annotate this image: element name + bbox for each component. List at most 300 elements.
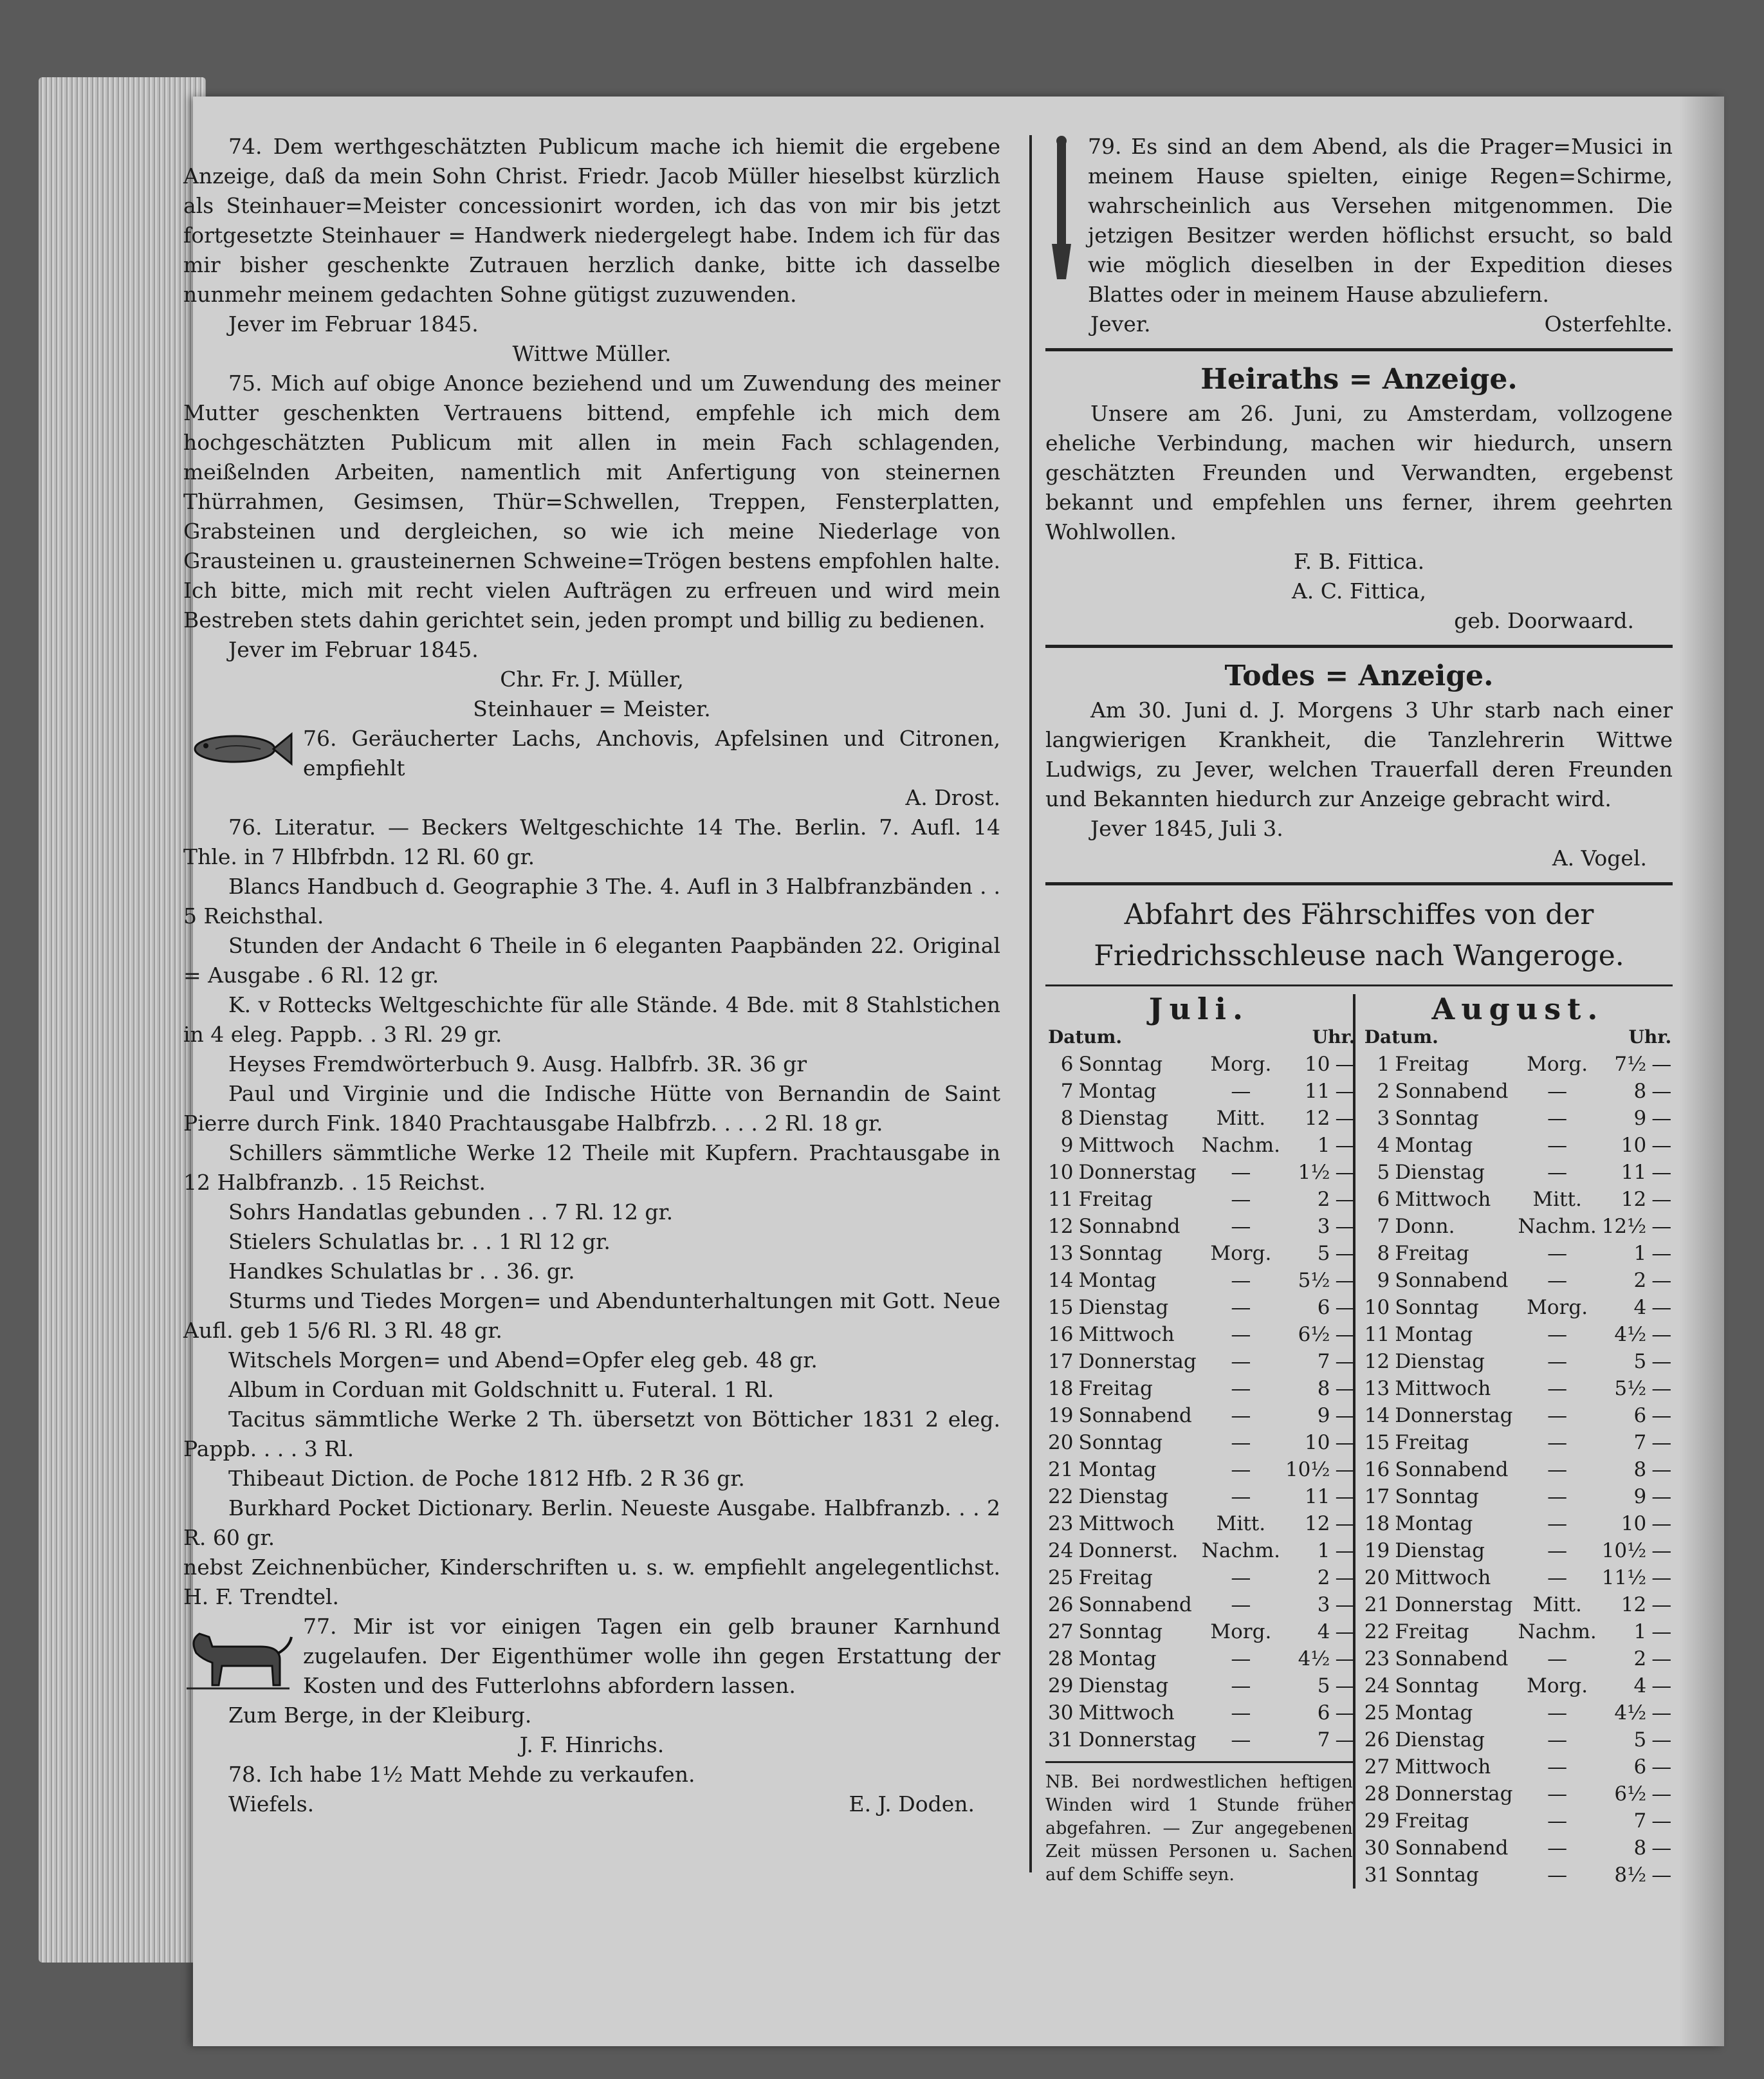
july-weekday: Donnerstag [1078, 1161, 1197, 1184]
july-period: — [1231, 1350, 1251, 1373]
august-weekday: Sonntag [1395, 1863, 1479, 1887]
august-weekday: Montag [1395, 1701, 1473, 1724]
july-weekday: Sonntag [1078, 1242, 1163, 1265]
august-weekday: Freitag [1395, 1809, 1469, 1833]
august-row [1362, 1348, 1674, 1375]
literature-line: K. v Rottecks Weltgeschichte für alle Stände. 4 Bde. mit 8 Stahlstichen in 4 eleg. Pappb. . 3 Rl. 29 gr. [183, 992, 1000, 1047]
july-period: — [1231, 1728, 1251, 1751]
marriage-sign1: F. B. Fittica. [1293, 549, 1425, 574]
july-hour: 4½ [1298, 1647, 1330, 1670]
august-hour: 5½ [1614, 1377, 1647, 1400]
ad-74 [183, 132, 1000, 369]
july-dash: — [1335, 1134, 1355, 1157]
august-dash: — [1651, 1404, 1672, 1427]
august-day: 1 [1377, 1053, 1390, 1076]
july-dash: — [1335, 1296, 1355, 1319]
july-col-uhr: Uhr. [1312, 1026, 1355, 1048]
august-hour: 4½ [1614, 1701, 1647, 1724]
ad-76a-sign: A. Drost. [905, 785, 1000, 810]
august-day: 22 [1364, 1620, 1390, 1643]
august-hour: 9 [1633, 1485, 1647, 1508]
july-row [1045, 1456, 1357, 1483]
august-period: — [1547, 1863, 1568, 1887]
august-dash: — [1651, 1485, 1672, 1508]
august-dash: — [1651, 1242, 1672, 1265]
literature-line: Witschels Morgen= und Abend=Opfer eleg geb. 48 gr. [228, 1347, 818, 1372]
literature-line: Burkhard Pocket Dictionary. Berlin. Neueste Ausgabe. Halbfranzb. . . 2 R. 60 gr. [183, 1495, 1000, 1550]
july-dash: — [1335, 1188, 1355, 1211]
july-row [1045, 1159, 1357, 1186]
july-weekday: Donnerstag [1078, 1728, 1197, 1751]
july-hour: 9 [1317, 1404, 1330, 1427]
ad-74-sign: Wittwe Müller. [512, 341, 672, 366]
july-dash: — [1335, 1512, 1355, 1535]
august-row [1362, 1645, 1674, 1672]
july-row [1045, 1105, 1357, 1132]
august-row [1362, 1726, 1674, 1753]
death-text: Am 30. Juni d. J. Morgens 3 Uhr starb nach einer langwierigen Krankheit, die Tanzlehrerin Wittwe Ludwigs, zu Jever, welchen Trauerfall deren Freunden und Bekannten hiedurch zur Anzeige gebracht wird. [1045, 698, 1673, 811]
july-weekday: Sonntag [1078, 1431, 1163, 1454]
july-period: — [1231, 1377, 1251, 1400]
august-day: 8 [1377, 1242, 1390, 1265]
august-period: Mitt. [1532, 1593, 1582, 1616]
july-dash: — [1335, 1242, 1355, 1265]
august-dash: — [1651, 1431, 1672, 1454]
july-period: — [1231, 1647, 1251, 1670]
august-hour: 9 [1633, 1107, 1647, 1130]
august-period: — [1547, 1269, 1568, 1292]
ad-78-footer [183, 1789, 1000, 1819]
ad-77 [183, 1612, 1000, 1760]
july-row [1045, 1267, 1357, 1294]
july-row [1045, 1591, 1357, 1618]
august-dash: — [1651, 1728, 1672, 1751]
july-dash: — [1335, 1215, 1355, 1238]
fish-icon [183, 726, 293, 779]
july-period: — [1231, 1161, 1251, 1184]
august-hour: 7½ [1614, 1053, 1647, 1076]
july-period: — [1231, 1485, 1251, 1508]
july-row [1045, 1240, 1357, 1267]
ad-75-place: Jever im Februar 1845. [228, 637, 479, 662]
august-hour: 10 [1621, 1134, 1647, 1157]
july-day: 23 [1048, 1512, 1074, 1535]
ferry-note: NB. Bei nordwestlichen heftigen Winden wird 1 Stunde früher abgefahren. — Zur angegebenen Zeit müssen Personen u. Sachen auf dem Schiffe seyn. [1045, 1772, 1353, 1885]
july-day: 17 [1048, 1350, 1074, 1373]
ad-78-sign: E. J. Doden. [849, 1791, 975, 1816]
july-weekday: Montag [1078, 1269, 1157, 1292]
august-hour: 8 [1633, 1080, 1647, 1103]
ad-79-text: 79. Es sind an dem Abend, als die Prager=Musici in meinem Hause spielten, einige Regen=Schirme, wahrscheinlich aus Versehen mitgenommen. Die jetzigen Besitzer werden höflichst ersucht, so bald wie möglich dieselben in der Expedition dieses Blattes oder in meinem Hause abzuliefern. [1088, 134, 1673, 307]
july-dash: — [1335, 1431, 1355, 1454]
august-hour: 12 [1621, 1188, 1647, 1211]
august-dash: — [1651, 1512, 1672, 1535]
july-weekday: Montag [1078, 1458, 1157, 1481]
marriage-sign3: geb. Doorwaard. [1454, 608, 1634, 633]
july-day: 27 [1048, 1620, 1074, 1643]
july-weekday: Mittwoch [1078, 1323, 1175, 1346]
july-weekday: Freitag [1078, 1566, 1153, 1589]
right-column [1045, 132, 1673, 1889]
august-hour: 11 [1621, 1161, 1647, 1184]
august-row [1362, 1591, 1674, 1618]
august-period: — [1547, 1566, 1568, 1589]
august-hour: 4 [1633, 1296, 1647, 1319]
august-day: 26 [1364, 1728, 1390, 1751]
july-day: 16 [1048, 1323, 1074, 1346]
literature-line: nebst Zeichnenbücher, Kinderschriften u. s. w. empfiehlt angelegentlichst. H. F. Trendtel. [183, 1555, 1000, 1609]
july-period: — [1231, 1296, 1251, 1319]
august-row [1362, 1105, 1674, 1132]
july-dash: — [1335, 1620, 1355, 1643]
july-day: 21 [1048, 1458, 1074, 1481]
august-dash: — [1651, 1755, 1672, 1779]
july-dash: — [1335, 1269, 1355, 1292]
july-day: 7 [1060, 1080, 1074, 1103]
august-dash: — [1651, 1539, 1672, 1562]
july-block [1045, 994, 1355, 1889]
august-day: 17 [1364, 1485, 1390, 1508]
july-row [1045, 1645, 1357, 1672]
july-hour: 11 [1305, 1080, 1330, 1103]
august-row [1362, 1294, 1674, 1321]
august-period: — [1547, 1323, 1568, 1346]
august-hour: 10 [1621, 1512, 1647, 1535]
july-hour: 11 [1305, 1485, 1330, 1508]
july-row [1045, 1618, 1357, 1645]
august-row [1362, 1699, 1674, 1726]
july-period: Morg. [1210, 1242, 1272, 1265]
august-weekday: Donnerstag [1395, 1404, 1513, 1427]
august-block [1355, 994, 1674, 1889]
august-col-uhr: Uhr. [1628, 1026, 1672, 1048]
page-gutter-shadow [1679, 97, 1724, 2046]
august-weekday: Dienstag [1395, 1539, 1485, 1562]
july-dash: — [1335, 1539, 1355, 1562]
july-hour: 5½ [1298, 1269, 1330, 1292]
july-weekday: Freitag [1078, 1188, 1153, 1211]
literature-line: Album in Corduan mit Goldschnitt u. Futeral. 1 Rl. [228, 1377, 775, 1402]
august-row [1362, 1267, 1674, 1294]
july-hour: 5 [1317, 1674, 1330, 1697]
august-row [1362, 1078, 1674, 1105]
july-period: — [1231, 1269, 1251, 1292]
august-hour: 2 [1633, 1647, 1647, 1670]
august-day: 10 [1364, 1296, 1390, 1319]
july-row [1045, 1672, 1357, 1699]
august-dash: — [1651, 1782, 1672, 1806]
august-row [1362, 1456, 1674, 1483]
july-dash: — [1335, 1053, 1355, 1076]
august-dash: — [1651, 1809, 1672, 1833]
july-row [1045, 1726, 1357, 1753]
ad-78 [183, 1760, 1000, 1819]
july-hour: 6 [1317, 1296, 1330, 1319]
august-day: 18 [1364, 1512, 1390, 1535]
death-sign: A. Vogel. [1552, 845, 1647, 871]
july-day: 8 [1060, 1107, 1074, 1130]
july-hour: 6½ [1298, 1323, 1330, 1346]
literature-line: Sohrs Handatlas gebunden . . 7 Rl. 12 gr. [228, 1199, 674, 1224]
july-dash: — [1335, 1458, 1355, 1481]
literature-line: Blancs Handbuch d. Geographie 3 The. 4. Aufl in 3 Halbfranzbänden . . 5 Reichsthal. [183, 874, 1000, 929]
august-period: — [1547, 1404, 1568, 1427]
july-dash: — [1335, 1593, 1355, 1616]
august-day: 7 [1377, 1215, 1390, 1238]
ad-78-text: 78. Ich habe 1½ Matt Mehde zu verkaufen. [228, 1762, 695, 1787]
august-hour: 12½ [1601, 1215, 1647, 1238]
august-weekday: Mittwoch [1395, 1566, 1491, 1589]
august-dash: — [1651, 1836, 1672, 1860]
august-table [1362, 1024, 1674, 1889]
july-row [1045, 1078, 1357, 1105]
august-period: — [1547, 1458, 1568, 1481]
divider [1045, 1761, 1353, 1763]
august-dash: — [1651, 1863, 1672, 1887]
august-period: — [1547, 1539, 1568, 1562]
august-hour: 12 [1621, 1593, 1647, 1616]
july-dash: — [1335, 1728, 1355, 1751]
july-day: 6 [1060, 1053, 1074, 1076]
dog-icon [183, 1614, 293, 1699]
august-weekday: Montag [1395, 1323, 1473, 1346]
august-day: 20 [1364, 1566, 1390, 1589]
august-weekday: Dienstag [1395, 1350, 1485, 1373]
july-day: 10 [1048, 1161, 1074, 1184]
august-day: 6 [1377, 1188, 1390, 1211]
ad-75-sign1: Chr. Fr. J. Müller, [500, 667, 684, 692]
july-period: — [1231, 1458, 1251, 1481]
july-dash: — [1335, 1107, 1355, 1130]
august-hour: 8 [1633, 1836, 1647, 1860]
august-weekday: Sonntag [1395, 1296, 1479, 1319]
july-period: Mitt. [1216, 1512, 1266, 1535]
july-day: 12 [1048, 1215, 1074, 1238]
ad-76a [183, 724, 1000, 813]
august-day: 15 [1364, 1431, 1390, 1454]
july-day: 22 [1048, 1485, 1074, 1508]
literature-line: Paul und Virginie und die Indische Hütte von Bernandin de Saint Pierre durch Fink. 1840 Prachtausgabe Halbfrzb. . . . 2 Rl. 18 gr. [183, 1081, 1000, 1136]
death-heading: Todes = Anzeige. [1224, 660, 1494, 692]
august-period: — [1547, 1485, 1568, 1508]
august-row [1362, 1186, 1674, 1213]
august-day: 29 [1364, 1809, 1390, 1833]
august-dash: — [1651, 1647, 1672, 1670]
july-period: — [1231, 1080, 1251, 1103]
august-weekday: Donnerstag [1395, 1782, 1513, 1806]
august-dash: — [1651, 1674, 1672, 1697]
july-hour: 2 [1317, 1188, 1330, 1211]
august-day: 3 [1377, 1107, 1390, 1130]
august-hour: 10½ [1601, 1539, 1647, 1562]
column-divider [1029, 135, 1032, 1872]
july-weekday: Sonntag [1078, 1620, 1163, 1643]
literature-line: Thibeaut Diction. de Poche 1812 Hfb. 2 R 36 gr. [228, 1466, 745, 1491]
august-dash: — [1651, 1188, 1672, 1211]
august-row [1362, 1159, 1674, 1186]
july-dash: — [1335, 1350, 1355, 1373]
july-dash: — [1335, 1161, 1355, 1184]
august-row [1362, 1510, 1674, 1537]
ferry-tables [1045, 994, 1673, 1889]
august-row [1362, 1780, 1674, 1807]
divider [1045, 348, 1673, 351]
august-dash: — [1651, 1269, 1672, 1292]
literature-line: Sturms und Tiedes Morgen= und Abendunterhaltungen mit Gott. Neue Aufl. geb 1 5/6 Rl. 3 Rl. 48 gr. [183, 1288, 1000, 1343]
august-hour: 1 [1633, 1620, 1647, 1643]
july-table [1045, 1024, 1357, 1753]
july-col-datum: Datum. [1048, 1026, 1123, 1048]
literature-line: Tacitus sämmtliche Werke 2 Th. übersetzt von Bötticher 1831 2 eleg. Pappb. . . . 3 Rl. [183, 1407, 1000, 1461]
august-weekday: Montag [1395, 1512, 1473, 1535]
august-hour: 4½ [1614, 1323, 1647, 1346]
literature-line: Heyses Fremdwörterbuch 9. Ausg. Halbfrb. 3R. 36 gr [228, 1051, 807, 1076]
august-hour: 6 [1633, 1755, 1647, 1779]
july-period: Morg. [1210, 1620, 1272, 1643]
august-row [1362, 1402, 1674, 1429]
death-place: Jever 1845, Juli 3. [1090, 816, 1283, 841]
july-row [1045, 1537, 1357, 1564]
left-column [183, 132, 1000, 1819]
august-dash: — [1651, 1701, 1672, 1724]
july-weekday: Dienstag [1078, 1674, 1169, 1697]
august-period: Nachm. [1518, 1620, 1597, 1643]
august-period: Mitt. [1532, 1188, 1582, 1211]
july-dash: — [1335, 1080, 1355, 1103]
july-day: 25 [1048, 1566, 1074, 1589]
july-period: — [1231, 1431, 1251, 1454]
july-hour: 1½ [1298, 1161, 1330, 1184]
ad-77-text: 77. Mir ist vor einigen Tagen ein gelb brauner Karnhund zugelaufen. Der Eigenthümer wolle ihn gegen Erstattung der Kosten und des Futterlohns abfordern lassen. [303, 1614, 1000, 1698]
july-row [1045, 1510, 1357, 1537]
august-period: — [1547, 1134, 1568, 1157]
ad-75-sign2: Steinhauer = Meister. [473, 696, 711, 721]
august-hour: 5 [1633, 1728, 1647, 1751]
august-heading: August. [1431, 992, 1604, 1026]
ad-79-footer [1045, 310, 1673, 339]
august-row [1362, 1051, 1674, 1078]
august-hour: 7 [1633, 1809, 1647, 1833]
august-day: 16 [1364, 1458, 1390, 1481]
july-day: 13 [1048, 1242, 1074, 1265]
august-period: — [1547, 1107, 1568, 1130]
august-hour: 1 [1633, 1242, 1647, 1265]
ad-77-place: Zum Berge, in der Kleiburg. [228, 1703, 532, 1728]
august-hour: 4 [1633, 1674, 1647, 1697]
august-day: 30 [1364, 1836, 1390, 1860]
august-dash: — [1651, 1377, 1672, 1400]
august-dash: — [1651, 1350, 1672, 1373]
july-hour: 8 [1317, 1377, 1330, 1400]
august-row [1362, 1807, 1674, 1834]
july-hour: 12 [1305, 1107, 1330, 1130]
august-day: 2 [1377, 1080, 1390, 1103]
july-day: 26 [1048, 1593, 1074, 1616]
august-weekday: Freitag [1395, 1242, 1469, 1265]
august-row [1362, 1483, 1674, 1510]
august-weekday: Sonntag [1395, 1485, 1479, 1508]
august-weekday: Dienstag [1395, 1161, 1485, 1184]
august-day: 21 [1364, 1593, 1390, 1616]
july-day: 19 [1048, 1404, 1074, 1427]
july-weekday: Mittwoch [1078, 1701, 1175, 1724]
july-weekday: Sonnabend [1078, 1404, 1192, 1427]
august-period: — [1547, 1836, 1568, 1860]
august-period: — [1547, 1809, 1568, 1833]
august-dash: — [1651, 1080, 1672, 1103]
july-period: — [1231, 1404, 1251, 1427]
july-row [1045, 1051, 1357, 1078]
july-dash: — [1335, 1674, 1355, 1697]
july-hour: 10 [1305, 1431, 1330, 1454]
ad-76b-literature [183, 813, 1000, 1612]
july-weekday: Sonnabnd [1078, 1215, 1181, 1238]
august-period: — [1547, 1377, 1568, 1400]
august-period: — [1547, 1350, 1568, 1373]
ad-79-place: Jever. [1090, 311, 1151, 337]
july-heading: Juli. [1148, 992, 1249, 1026]
august-weekday: Sonnabend [1395, 1458, 1509, 1481]
august-period: — [1547, 1701, 1568, 1724]
july-row [1045, 1213, 1357, 1240]
ad-76a-text: 76. Geräucherter Lachs, Anchovis, Apfelsinen und Citronen, empfiehlt [303, 726, 1000, 781]
august-weekday: Mittwoch [1395, 1755, 1491, 1779]
august-dash: — [1651, 1215, 1672, 1238]
august-row [1362, 1375, 1674, 1402]
july-day: 20 [1048, 1431, 1074, 1454]
july-day: 11 [1048, 1188, 1074, 1211]
august-weekday: Mittwoch [1395, 1188, 1491, 1211]
august-day: 12 [1364, 1350, 1390, 1373]
august-hour: 8 [1633, 1458, 1647, 1481]
august-hour: 6 [1633, 1404, 1647, 1427]
ferry-schedule [1045, 894, 1673, 1889]
july-row [1045, 1429, 1357, 1456]
july-weekday: Dienstag [1078, 1485, 1169, 1508]
august-period: Morg. [1527, 1296, 1588, 1319]
august-period: Morg. [1527, 1053, 1588, 1076]
marriage-notice [1045, 360, 1673, 636]
july-hour: 5 [1317, 1242, 1330, 1265]
august-row [1362, 1672, 1674, 1699]
july-weekday: Montag [1078, 1647, 1157, 1670]
august-weekday: Donn. [1395, 1215, 1455, 1238]
august-period: — [1547, 1647, 1568, 1670]
july-dash: — [1335, 1647, 1355, 1670]
august-dash: — [1651, 1593, 1672, 1616]
july-weekday: Freitag [1078, 1377, 1153, 1400]
august-day: 27 [1364, 1755, 1390, 1779]
july-hour: 3 [1317, 1593, 1330, 1616]
august-dash: — [1651, 1107, 1672, 1130]
marriage-text: Unsere am 26. Juni, zu Amsterdam, vollzogene eheliche Verbindung, machen wir hiedurch, unsern geschätzten Freunden und Verwandten, ergebenst bekannt und empfehlen uns ferner, ihrem geehrten Wohlwollen. [1045, 401, 1673, 544]
july-period: — [1231, 1593, 1251, 1616]
literature-line: Stunden der Andacht 6 Theile in 6 eleganten Paapbänden 22. Original = Ausgabe . 6 Rl. 12 gr. [183, 933, 1000, 988]
august-col-datum: Datum. [1364, 1026, 1438, 1048]
august-row [1362, 1564, 1674, 1591]
august-weekday: Donnerstag [1395, 1593, 1513, 1616]
august-dash: — [1651, 1053, 1672, 1076]
august-weekday: Dienstag [1395, 1728, 1485, 1751]
ad-75 [183, 369, 1000, 724]
august-weekday: Sonnabend [1395, 1647, 1509, 1670]
july-day: 31 [1048, 1728, 1074, 1751]
august-dash: — [1651, 1566, 1672, 1589]
july-period: Mitt. [1216, 1107, 1266, 1130]
ad-74-text: 74. Dem werthgeschätzten Publicum mache ich hiemit die ergebene Anzeige, daß da mein Sohn Christ. Friedr. Jacob Müller hieselbst kürzlich als Steinhauer=Meister concessionirt worden, ich das von mir bis jetzt fortgesetzte Steinhauer = Handwerk niedergelegt habe. Indem ich für das mir bisher geschenkte Zutrauen herzlich danke, bitte ich dasselbe nunmehr meinem gedachten Sohne gütigst zuzuwenden. [183, 134, 1000, 307]
august-day: 23 [1364, 1647, 1390, 1670]
august-period: — [1547, 1242, 1568, 1265]
